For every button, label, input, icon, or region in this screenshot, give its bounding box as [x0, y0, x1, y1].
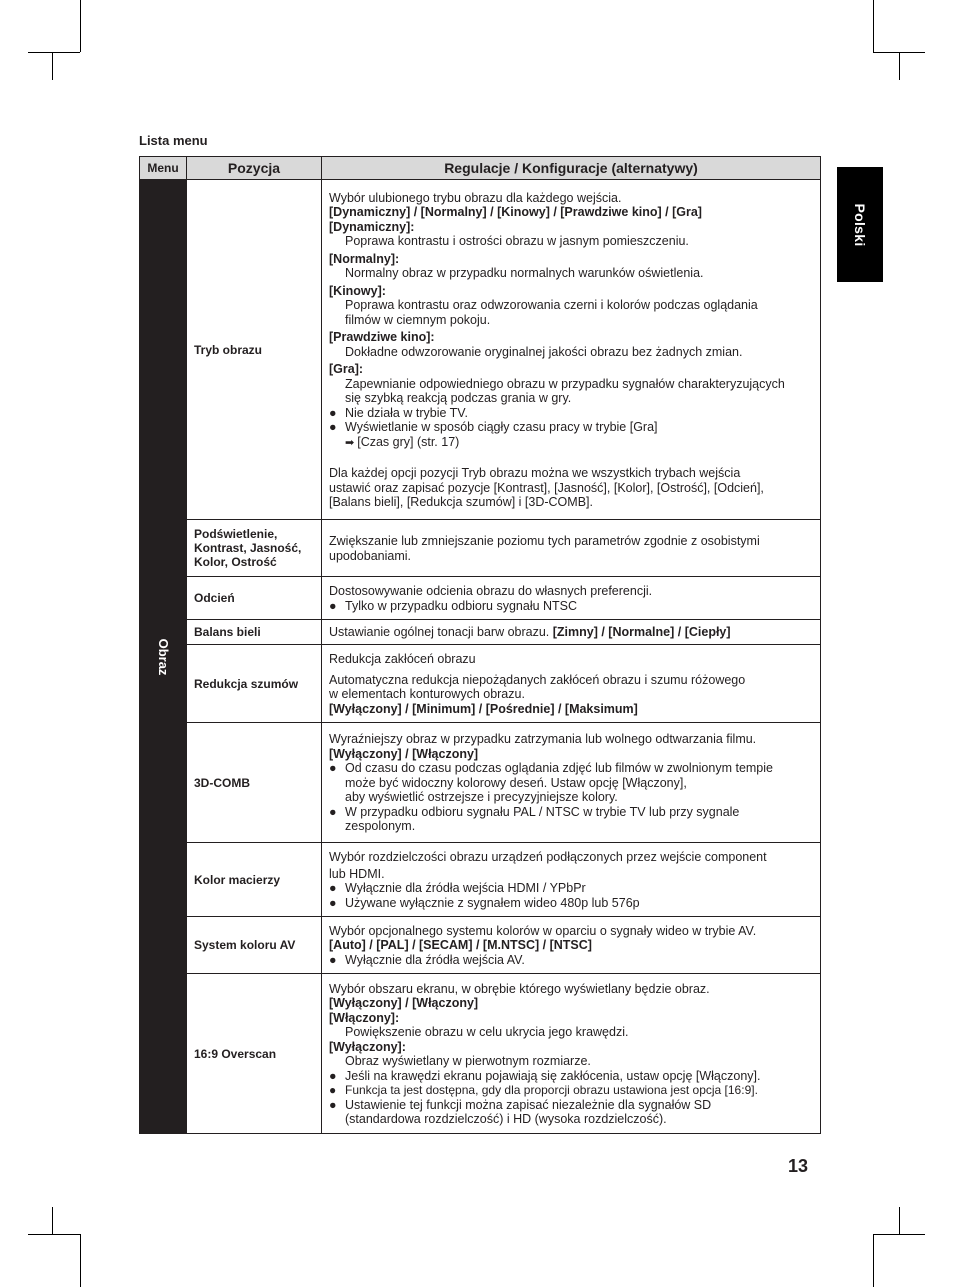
bullet-icon: ● — [329, 761, 337, 776]
crop-mark — [80, 1234, 81, 1287]
bullet-icon: ● — [329, 1068, 337, 1083]
bullet-text: zespolonym. — [345, 819, 416, 834]
option-text: Normalny obraz w przypadku normalnych warunków oświetlenia. — [345, 266, 704, 280]
crop-mark — [80, 0, 81, 52]
bullet-text: Funkcja ta jest dostępna, gdy dla proporcji obrazu ustawiona jest opcja [16:9]. — [345, 1083, 758, 1097]
page-reference — [345, 435, 814, 451]
bullet-text: Nie działa w trybie TV. — [345, 405, 468, 420]
bullet-text: (standardowa rozdzielczość) i HD (wysoka rozdzielczość). — [345, 1112, 667, 1126]
desc-text: w elementach konturowych obrazu. — [329, 687, 525, 701]
crop-mark — [873, 0, 874, 52]
arrow-right-icon: ➡ — [345, 436, 355, 449]
desc-white-balance — [322, 620, 821, 645]
bullet-item — [329, 1098, 814, 1113]
crop-mark — [899, 52, 900, 80]
desc-text: lub HDMI. — [329, 866, 385, 881]
crop-mark — [873, 1234, 874, 1287]
table-row — [140, 974, 821, 1134]
bullet-icon: ● — [329, 952, 337, 967]
crop-mark — [873, 1234, 925, 1235]
option-text: Poprawa kontrastu i ostrości obrazu w jasnym pomieszczeniu. — [345, 234, 689, 248]
bullet-text: Tylko w przypadku odbioru sygnału NTSC — [345, 598, 578, 613]
option-list: [Dynamiczny] / [Normalny] / [Kinowy] / [Prawdziwe kino] / [Gra] — [329, 205, 702, 219]
desc-text: Wybór opcjonalnego systemu kolorów w oparciu o sygnały wideo w trybie AV. — [329, 923, 757, 938]
header-item: Pozycja — [187, 157, 322, 180]
table-row — [140, 917, 821, 974]
bullet-icon: ● — [329, 405, 337, 420]
header-settings: Regulacje / Konfiguracje (alternatywy) — [322, 157, 821, 180]
bullet-item — [329, 1083, 814, 1098]
crop-mark — [899, 1207, 900, 1235]
bullet-item — [329, 599, 814, 614]
bullet-text: Wyświetlanie w sposób ciągły czasu pracy w trybie [Gra] — [345, 420, 658, 434]
bullet-item — [329, 406, 814, 421]
menu-table — [139, 156, 821, 1134]
desc-overscan — [322, 974, 821, 1134]
bullet-text: Od czasu do czasu podczas oglądania zdjęć lub filmów w zwolnionym tempie — [345, 761, 773, 776]
bullet-item — [329, 896, 814, 911]
crop-mark — [52, 1207, 53, 1235]
option-heading: [Włączony]: — [329, 1010, 400, 1025]
item-name-line: Kontrast, Jasność, — [194, 541, 302, 555]
bullet-item — [329, 761, 814, 776]
note-text: [Balans bieli], [Redukcja szumów] i [3D-COMB]. — [329, 495, 593, 509]
item-noise-reduction: Redukcja szumów — [187, 645, 322, 723]
crop-mark — [28, 1234, 80, 1235]
table-row — [140, 520, 821, 577]
category-label: Obraz — [156, 638, 171, 675]
desc-picture-mode — [322, 180, 821, 520]
category-cell — [140, 180, 187, 1134]
option-text: Dokładne odwzorowanie oryginalnej jakości obrazu bez żadnych zmian. — [345, 344, 743, 359]
bullet-icon: ● — [329, 420, 337, 434]
note-text: ustawić oraz zapisać pozycje [Kontrast], [Jasność], [Kolor], [Ostrość], [Odcień], — [329, 480, 764, 495]
bullet-item — [329, 881, 814, 896]
option-text: Powiększenie obrazu w celu ukrycia jego krawędzi. — [345, 1025, 629, 1039]
bullet-icon: ● — [329, 881, 337, 895]
bullet-text: może być widoczny kolorowy deseń. Ustaw opcję [Włączony], — [345, 775, 687, 790]
desc-backlight — [322, 520, 821, 577]
item-hue: Odcień — [187, 577, 322, 620]
desc-text: Redukcja zakłóceń obrazu — [329, 652, 476, 666]
desc-text: Dostosowywanie odcienia obrazu do własnych preferencji. — [329, 584, 653, 598]
option-text: filmów w ciemnym pokoju. — [345, 312, 491, 327]
option-heading: [Gra]: — [329, 362, 364, 376]
table-row — [140, 620, 821, 645]
bullet-item — [329, 420, 814, 435]
note-text: Dla każdej opcji pozycji Tryb obrazu można we wszystkich trybach wejścia — [329, 466, 741, 480]
desc-text: upodobaniami. — [329, 548, 412, 563]
option-text: się szybką reakcją podczas grania w gry. — [345, 391, 572, 405]
table-row — [140, 843, 821, 917]
page-number: 13 — [788, 1156, 809, 1176]
desc-color-matrix — [322, 843, 821, 917]
desc-text: Wybór ulubionego trybu obrazu dla każdego wejścia. — [329, 190, 622, 205]
table-row — [140, 645, 821, 723]
option-heading: [Wyłączony]: — [329, 1039, 406, 1054]
bullet-text: W przypadku odbioru sygnału PAL / NTSC w trybie TV lub przy sygnale — [345, 804, 740, 819]
table-header-row — [140, 157, 821, 180]
item-3d-comb: 3D-COMB — [187, 723, 322, 843]
language-tab — [837, 167, 883, 282]
desc-text — [329, 625, 814, 640]
desc-hue — [322, 577, 821, 620]
crop-mark — [28, 52, 80, 53]
header-menu: Menu — [140, 157, 187, 180]
bullet-icon: ● — [329, 895, 337, 910]
item-backlight — [187, 520, 322, 577]
table-row — [140, 723, 821, 843]
bullet-icon: ● — [329, 1083, 337, 1097]
section-title: Lista menu — [139, 133, 208, 148]
item-white-balance: Balans bieli — [187, 620, 322, 645]
option-heading: [Kinowy]: — [329, 283, 386, 298]
option-heading: [Dynamiczny]: — [329, 219, 415, 234]
desc-noise-reduction — [322, 645, 821, 723]
bullet-icon: ● — [329, 804, 337, 819]
bullet-text: Jeśli na krawędzi ekranu pojawiają się zakłócenia, ustaw opcję [Włączony]. — [345, 1068, 761, 1083]
option-heading: [Prawdziwe kino]: — [329, 330, 435, 344]
option-list: [Wyłączony] / [Włączony] — [329, 746, 479, 761]
desc-text-part: Ustawianie ogólnej tonacji barw obrazu. — [329, 625, 550, 640]
desc-text: Automatyczna redukcja niepożądanych zakłóceń obrazu i szumu różowego — [329, 672, 746, 687]
crop-mark — [52, 52, 53, 80]
desc-av-color-system — [322, 917, 821, 974]
bullet-text: Wyłącznie dla źródła wejścia HDMI / YPbPr — [345, 881, 586, 895]
option-text: Zapewnianie odpowiedniego obrazu w przypadku sygnałów charakteryzujących — [345, 376, 785, 391]
option-list: [Wyłączony] / [Włączony] — [329, 996, 479, 1010]
item-name-line: Podświetlenie, — [194, 527, 278, 541]
bullet-text: Używane wyłącznie z sygnałem wideo 480p lub 576p — [345, 895, 640, 910]
item-name-line: Kolor, Ostrość — [194, 555, 277, 569]
desc-text: Wybór rozdzielczości obrazu urządzeń podłączonych przez wejście component — [329, 850, 767, 864]
table-row — [140, 180, 821, 520]
reference-text: [Czas gry] (str. 17) — [357, 434, 460, 449]
bullet-item — [329, 1069, 814, 1084]
item-av-color-system: System koloru AV — [187, 917, 322, 974]
desc-text: Wyraźniejszy obraz w przypadku zatrzymania lub wolnego odtwarzania filmu. — [329, 732, 757, 747]
language-tab-label: Polski — [852, 202, 868, 247]
option-list: [Wyłączony] / [Minimum] / [Pośrednie] / [Maksimum] — [329, 701, 638, 716]
desc-text: Wybór obszaru ekranu, w obrębie którego wyświetlany będzie obraz. — [329, 981, 710, 996]
desc-text: Zwiększanie lub zmniejszanie poziomu tych parametrów zgodnie z osobistymi — [329, 534, 760, 548]
bullet-icon: ● — [329, 598, 337, 613]
bullet-item — [329, 805, 814, 820]
bullet-item — [329, 953, 814, 968]
bullet-text: Wyłącznie dla źródła wejścia AV. — [345, 952, 525, 967]
item-overscan: 16:9 Overscan — [187, 974, 322, 1134]
bullet-icon: ● — [329, 1097, 337, 1112]
bullet-text: Ustawienie tej funkcji można zapisać niezależnie dla sygnałów SD — [345, 1097, 712, 1112]
item-picture-mode: Tryb obrazu — [187, 180, 322, 520]
option-list: [Auto] / [PAL] / [SECAM] / [M.NTSC] / [NTSC] — [329, 938, 592, 953]
table-row — [140, 577, 821, 620]
option-text: Obraz wyświetlany w pierwotnym rozmiarze. — [345, 1054, 591, 1068]
option-heading: [Normalny]: — [329, 251, 400, 266]
option-list: [Zimny] / [Normalne] / [Ciepły] — [552, 625, 731, 640]
bullet-text: aby wyświetlić ostrzejsze i precyzyjniejsze kolory. — [345, 790, 618, 805]
desc-3d-comb — [322, 723, 821, 843]
option-text: Poprawa kontrastu oraz odwzorowania czerni i kolorów podczas oglądania — [345, 298, 758, 312]
item-color-matrix: Kolor macierzy — [187, 843, 322, 917]
